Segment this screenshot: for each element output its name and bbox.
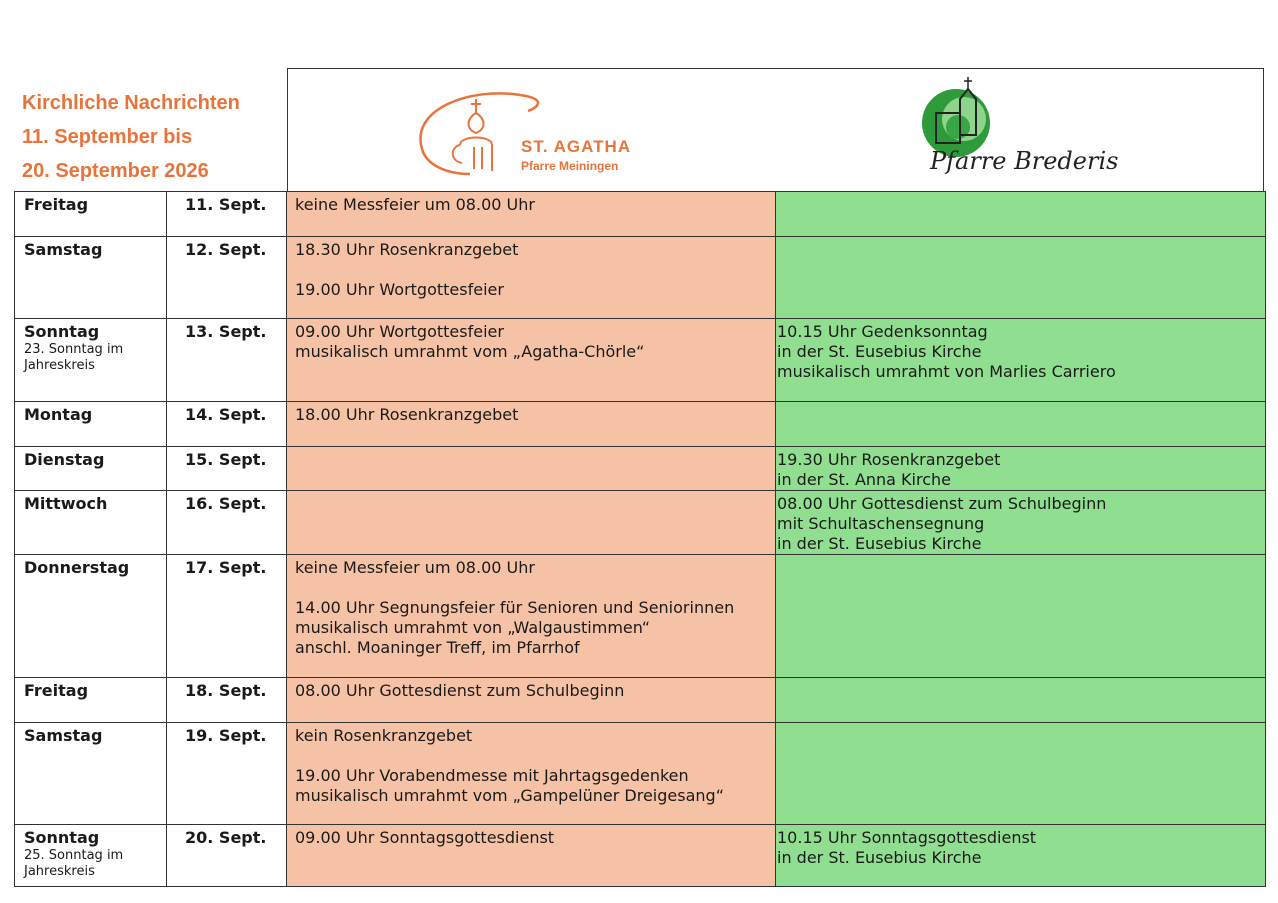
agatha-cell bbox=[287, 192, 776, 237]
day-cell bbox=[15, 678, 167, 723]
date-cell: 14. Sept. bbox=[167, 402, 287, 447]
table-row bbox=[15, 825, 1266, 887]
brederis-cell bbox=[776, 319, 1266, 402]
pfarre-brederis-name: Pfarre Brederis bbox=[930, 147, 1119, 175]
weekday: Sonntag bbox=[24, 322, 100, 341]
st-agatha-name: ST. AGATHA bbox=[521, 137, 632, 156]
brederis-cell bbox=[776, 491, 1266, 555]
date-cell: 12. Sept. bbox=[167, 237, 287, 319]
day-cell bbox=[15, 402, 167, 447]
entry-line: in der St. Eusebius Kirche bbox=[777, 342, 982, 361]
table-row bbox=[15, 678, 1266, 723]
weekday: Dienstag bbox=[24, 450, 105, 469]
day-cell bbox=[15, 555, 167, 678]
agatha-cell bbox=[287, 402, 776, 447]
entry-line: mit Schultaschensegnung bbox=[777, 514, 985, 533]
entry-line: keine Messfeier um 08.00 Uhr bbox=[295, 558, 535, 577]
agatha-cell bbox=[287, 491, 776, 555]
table-row bbox=[15, 192, 1266, 237]
brederis-cell bbox=[776, 447, 1266, 491]
date-cell: 19. Sept. bbox=[167, 723, 287, 825]
liturgical-note: 23. Sonntag im bbox=[24, 342, 124, 357]
weekday: Freitag bbox=[24, 681, 89, 700]
brederis-cell bbox=[776, 825, 1266, 887]
entry-line: 09.00 Uhr Wortgottesfeier bbox=[295, 322, 504, 341]
day-cell bbox=[15, 491, 167, 555]
date-cell: 18. Sept. bbox=[167, 678, 287, 723]
weekday: Mittwoch bbox=[24, 494, 108, 513]
entry-line: 09.00 Uhr Sonntagsgottesdienst bbox=[295, 828, 555, 847]
entry-line: in der St. Eusebius Kirche bbox=[777, 534, 982, 553]
entry-line: 18.00 Uhr Rosenkranzgebet bbox=[295, 405, 519, 424]
entry-line: in der St. Eusebius Kirche bbox=[777, 848, 982, 867]
entry-line: musikalisch umrahmt vom „Gampelüner Dreigesang“ bbox=[295, 786, 724, 805]
table-row bbox=[15, 237, 1266, 319]
entry-line: musikalisch umrahmt vom „Agatha-Chörle“ bbox=[295, 342, 645, 361]
entry-line: in der St. Anna Kirche bbox=[777, 470, 951, 489]
table-row bbox=[15, 402, 1266, 447]
date-cell: 15. Sept. bbox=[167, 447, 287, 491]
weekday: Samstag bbox=[24, 726, 103, 745]
day-cell bbox=[15, 192, 167, 237]
date-cell: 16. Sept. bbox=[167, 491, 287, 555]
title-line: Kirchliche Nachrichten bbox=[22, 92, 240, 114]
entry-line: 10.15 Uhr Gedenksonntag bbox=[777, 322, 988, 341]
entry-line: 18.30 Uhr Rosenkranzgebet bbox=[295, 240, 519, 259]
entry-line: keine Messfeier um 08.00 Uhr bbox=[295, 195, 535, 214]
schedule-table bbox=[14, 191, 1266, 887]
table-row bbox=[15, 491, 1266, 555]
weekday: Sonntag bbox=[24, 828, 100, 847]
entry-line: 08.00 Uhr Gottesdienst zum Schulbeginn bbox=[777, 494, 1107, 513]
weekday: Donnerstag bbox=[24, 558, 130, 577]
brederis-cell bbox=[776, 402, 1266, 447]
st-agatha-subtitle: Pfarre Meiningen bbox=[521, 159, 619, 173]
date-cell: 13. Sept. bbox=[167, 319, 287, 402]
table-row bbox=[15, 555, 1266, 678]
page-title bbox=[22, 86, 282, 188]
agatha-cell bbox=[287, 555, 776, 678]
entry-line: 08.00 Uhr Gottesdienst zum Schulbeginn bbox=[295, 681, 625, 700]
entry-line: musikalisch umrahmt von Marlies Carriero bbox=[777, 362, 1116, 381]
date-cell: 20. Sept. bbox=[167, 825, 287, 887]
weekday: Freitag bbox=[24, 195, 89, 214]
day-cell bbox=[15, 237, 167, 319]
agatha-cell bbox=[287, 447, 776, 491]
table-row bbox=[15, 319, 1266, 402]
day-cell bbox=[15, 825, 167, 887]
title-line: 20. September 2026 bbox=[22, 160, 209, 182]
weekday: Samstag bbox=[24, 240, 103, 259]
date-cell: 17. Sept. bbox=[167, 555, 287, 678]
weekday: Montag bbox=[24, 405, 93, 424]
liturgical-note: Jahreskreis bbox=[24, 864, 95, 879]
entry-line: musikalisch umrahmt von „Walgaustimmen“ bbox=[295, 618, 651, 637]
day-cell bbox=[15, 319, 167, 402]
logo-header bbox=[287, 68, 1264, 191]
agatha-cell bbox=[287, 237, 776, 319]
agatha-cell bbox=[287, 825, 776, 887]
day-cell bbox=[15, 723, 167, 825]
brederis-cell bbox=[776, 192, 1266, 237]
agatha-cell bbox=[287, 319, 776, 402]
agatha-cell bbox=[287, 723, 776, 825]
entry-line: 19.00 Uhr Wortgottesfeier bbox=[295, 280, 504, 299]
brederis-cell bbox=[776, 237, 1266, 319]
table-row bbox=[15, 447, 1266, 491]
table-row bbox=[15, 723, 1266, 825]
brederis-cell bbox=[776, 555, 1266, 678]
liturgical-note: 25. Sonntag im bbox=[24, 848, 124, 863]
date-cell: 11. Sept. bbox=[167, 192, 287, 237]
brederis-cell bbox=[776, 678, 1266, 723]
entry-line: 19.00 Uhr Vorabendmesse mit Jahrtagsgedenken bbox=[295, 766, 689, 785]
entry-line: kein Rosenkranzgebet bbox=[295, 726, 473, 745]
agatha-cell bbox=[287, 678, 776, 723]
title-line: 11. September bis bbox=[22, 126, 193, 148]
entry-line: 10.15 Uhr Sonntagsgottesdienst bbox=[777, 828, 1037, 847]
entry-line: 14.00 Uhr Segnungsfeier für Senioren und Seniorinnen bbox=[295, 598, 735, 617]
entry-line: anschl. Moaninger Treff, im Pfarrhof bbox=[295, 638, 580, 657]
brederis-cell bbox=[776, 723, 1266, 825]
entry-line: 19.30 Uhr Rosenkranzgebet bbox=[777, 450, 1001, 469]
day-cell bbox=[15, 447, 167, 491]
liturgical-note: Jahreskreis bbox=[24, 358, 95, 373]
